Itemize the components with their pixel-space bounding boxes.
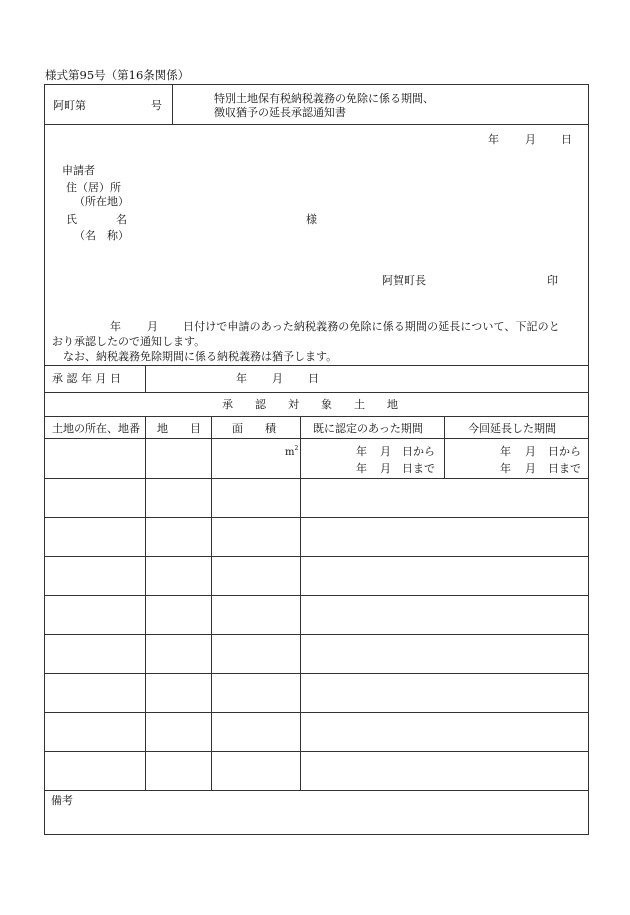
prior-from-month: 月 bbox=[380, 445, 391, 458]
address-label: 住（居）所 bbox=[66, 181, 121, 194]
address-sub-label: （所在地） bbox=[74, 195, 129, 208]
date-day: 日 bbox=[561, 133, 572, 146]
col-line-1 bbox=[145, 416, 146, 790]
area-unit-superscript: 2 bbox=[294, 445, 299, 452]
applicant-heading: 申請者 bbox=[62, 164, 95, 177]
body-line1-text: 日付けで申請のあった納税義務の免除に係る期間の延長について、下記のと bbox=[183, 320, 560, 333]
date-month: 月 bbox=[525, 133, 536, 146]
table-row-line bbox=[44, 751, 589, 752]
prior-from-day: 日から bbox=[402, 445, 435, 458]
col-line-4 bbox=[444, 416, 445, 478]
column-header-extended-period: 今回延長した期間 bbox=[468, 422, 556, 435]
extended-to-month: 月 bbox=[525, 462, 536, 475]
body-line3: なお、納税義務免除期間に係る納税義務は猶予します。 bbox=[63, 350, 338, 363]
seal-mark: 印 bbox=[547, 274, 558, 287]
target-land-heading: 承 認 対 象 土 地 bbox=[222, 398, 398, 411]
date-year: 年 bbox=[488, 133, 499, 146]
doc-number-suffix: 号 bbox=[151, 99, 162, 112]
column-header-bottom bbox=[44, 438, 589, 439]
approval-day: 日 bbox=[308, 372, 319, 385]
table-row-line bbox=[44, 517, 589, 518]
extended-from-day: 日から bbox=[548, 445, 581, 458]
table-row-line bbox=[44, 673, 589, 674]
approval-date-label: 承 認 年 月 日 bbox=[52, 372, 121, 385]
column-header-prior-period: 既に認定のあった期間 bbox=[313, 422, 423, 435]
area-unit-base: m bbox=[285, 447, 295, 458]
column-header-area: 面 積 bbox=[232, 422, 276, 435]
extended-from-month: 月 bbox=[525, 445, 536, 458]
extended-to-year: 年 bbox=[500, 462, 511, 475]
table-row-line bbox=[44, 556, 589, 557]
area-unit bbox=[285, 446, 298, 458]
table-row-line bbox=[44, 478, 589, 479]
col-line-3 bbox=[300, 416, 301, 790]
body-year: 年 bbox=[110, 320, 121, 333]
document-title-line1: 特別土地保有税納税義務の免除に係る期間、 bbox=[214, 92, 434, 105]
body-line2: おり承認したので通知します。 bbox=[52, 335, 206, 348]
doc-number-prefix: 阿町第 bbox=[53, 99, 86, 112]
name-sub-label: （名 称） bbox=[74, 229, 129, 242]
column-header-location: 土地の所在、地番 bbox=[52, 422, 140, 435]
prior-to-day: 日まで bbox=[402, 462, 435, 475]
column-header-land-category: 地 目 bbox=[157, 422, 201, 435]
approval-month: 月 bbox=[272, 372, 283, 385]
table-row-line bbox=[44, 634, 589, 635]
target-heading-top bbox=[44, 392, 589, 393]
approval-row-separator bbox=[145, 365, 146, 392]
extended-to-day: 日まで bbox=[548, 462, 581, 475]
header-separator bbox=[172, 84, 173, 124]
column-header-top bbox=[44, 416, 589, 417]
prior-to-month: 月 bbox=[380, 462, 391, 475]
extended-from-year: 年 bbox=[500, 445, 511, 458]
remarks-top bbox=[44, 790, 589, 791]
body-month: 月 bbox=[147, 320, 158, 333]
table-row-line bbox=[44, 595, 589, 596]
prior-to-year: 年 bbox=[356, 462, 367, 475]
header-divider bbox=[44, 124, 589, 125]
honorific-sama: 様 bbox=[306, 213, 317, 226]
approval-year: 年 bbox=[236, 372, 247, 385]
document-title-line2: 徴収猶予の延長承認通知書 bbox=[214, 106, 346, 119]
name-label-first: 氏 bbox=[66, 213, 77, 226]
issuer-title: 阿賀町長 bbox=[382, 274, 426, 287]
remarks-label: 備考 bbox=[51, 794, 73, 807]
approval-row-top bbox=[44, 365, 589, 366]
name-label-second: 名 bbox=[116, 213, 127, 226]
col-line-2 bbox=[211, 416, 212, 790]
prior-from-year: 年 bbox=[356, 445, 367, 458]
table-row-line bbox=[44, 712, 589, 713]
form-label: 様式第95号（第16条関係） bbox=[45, 68, 190, 82]
